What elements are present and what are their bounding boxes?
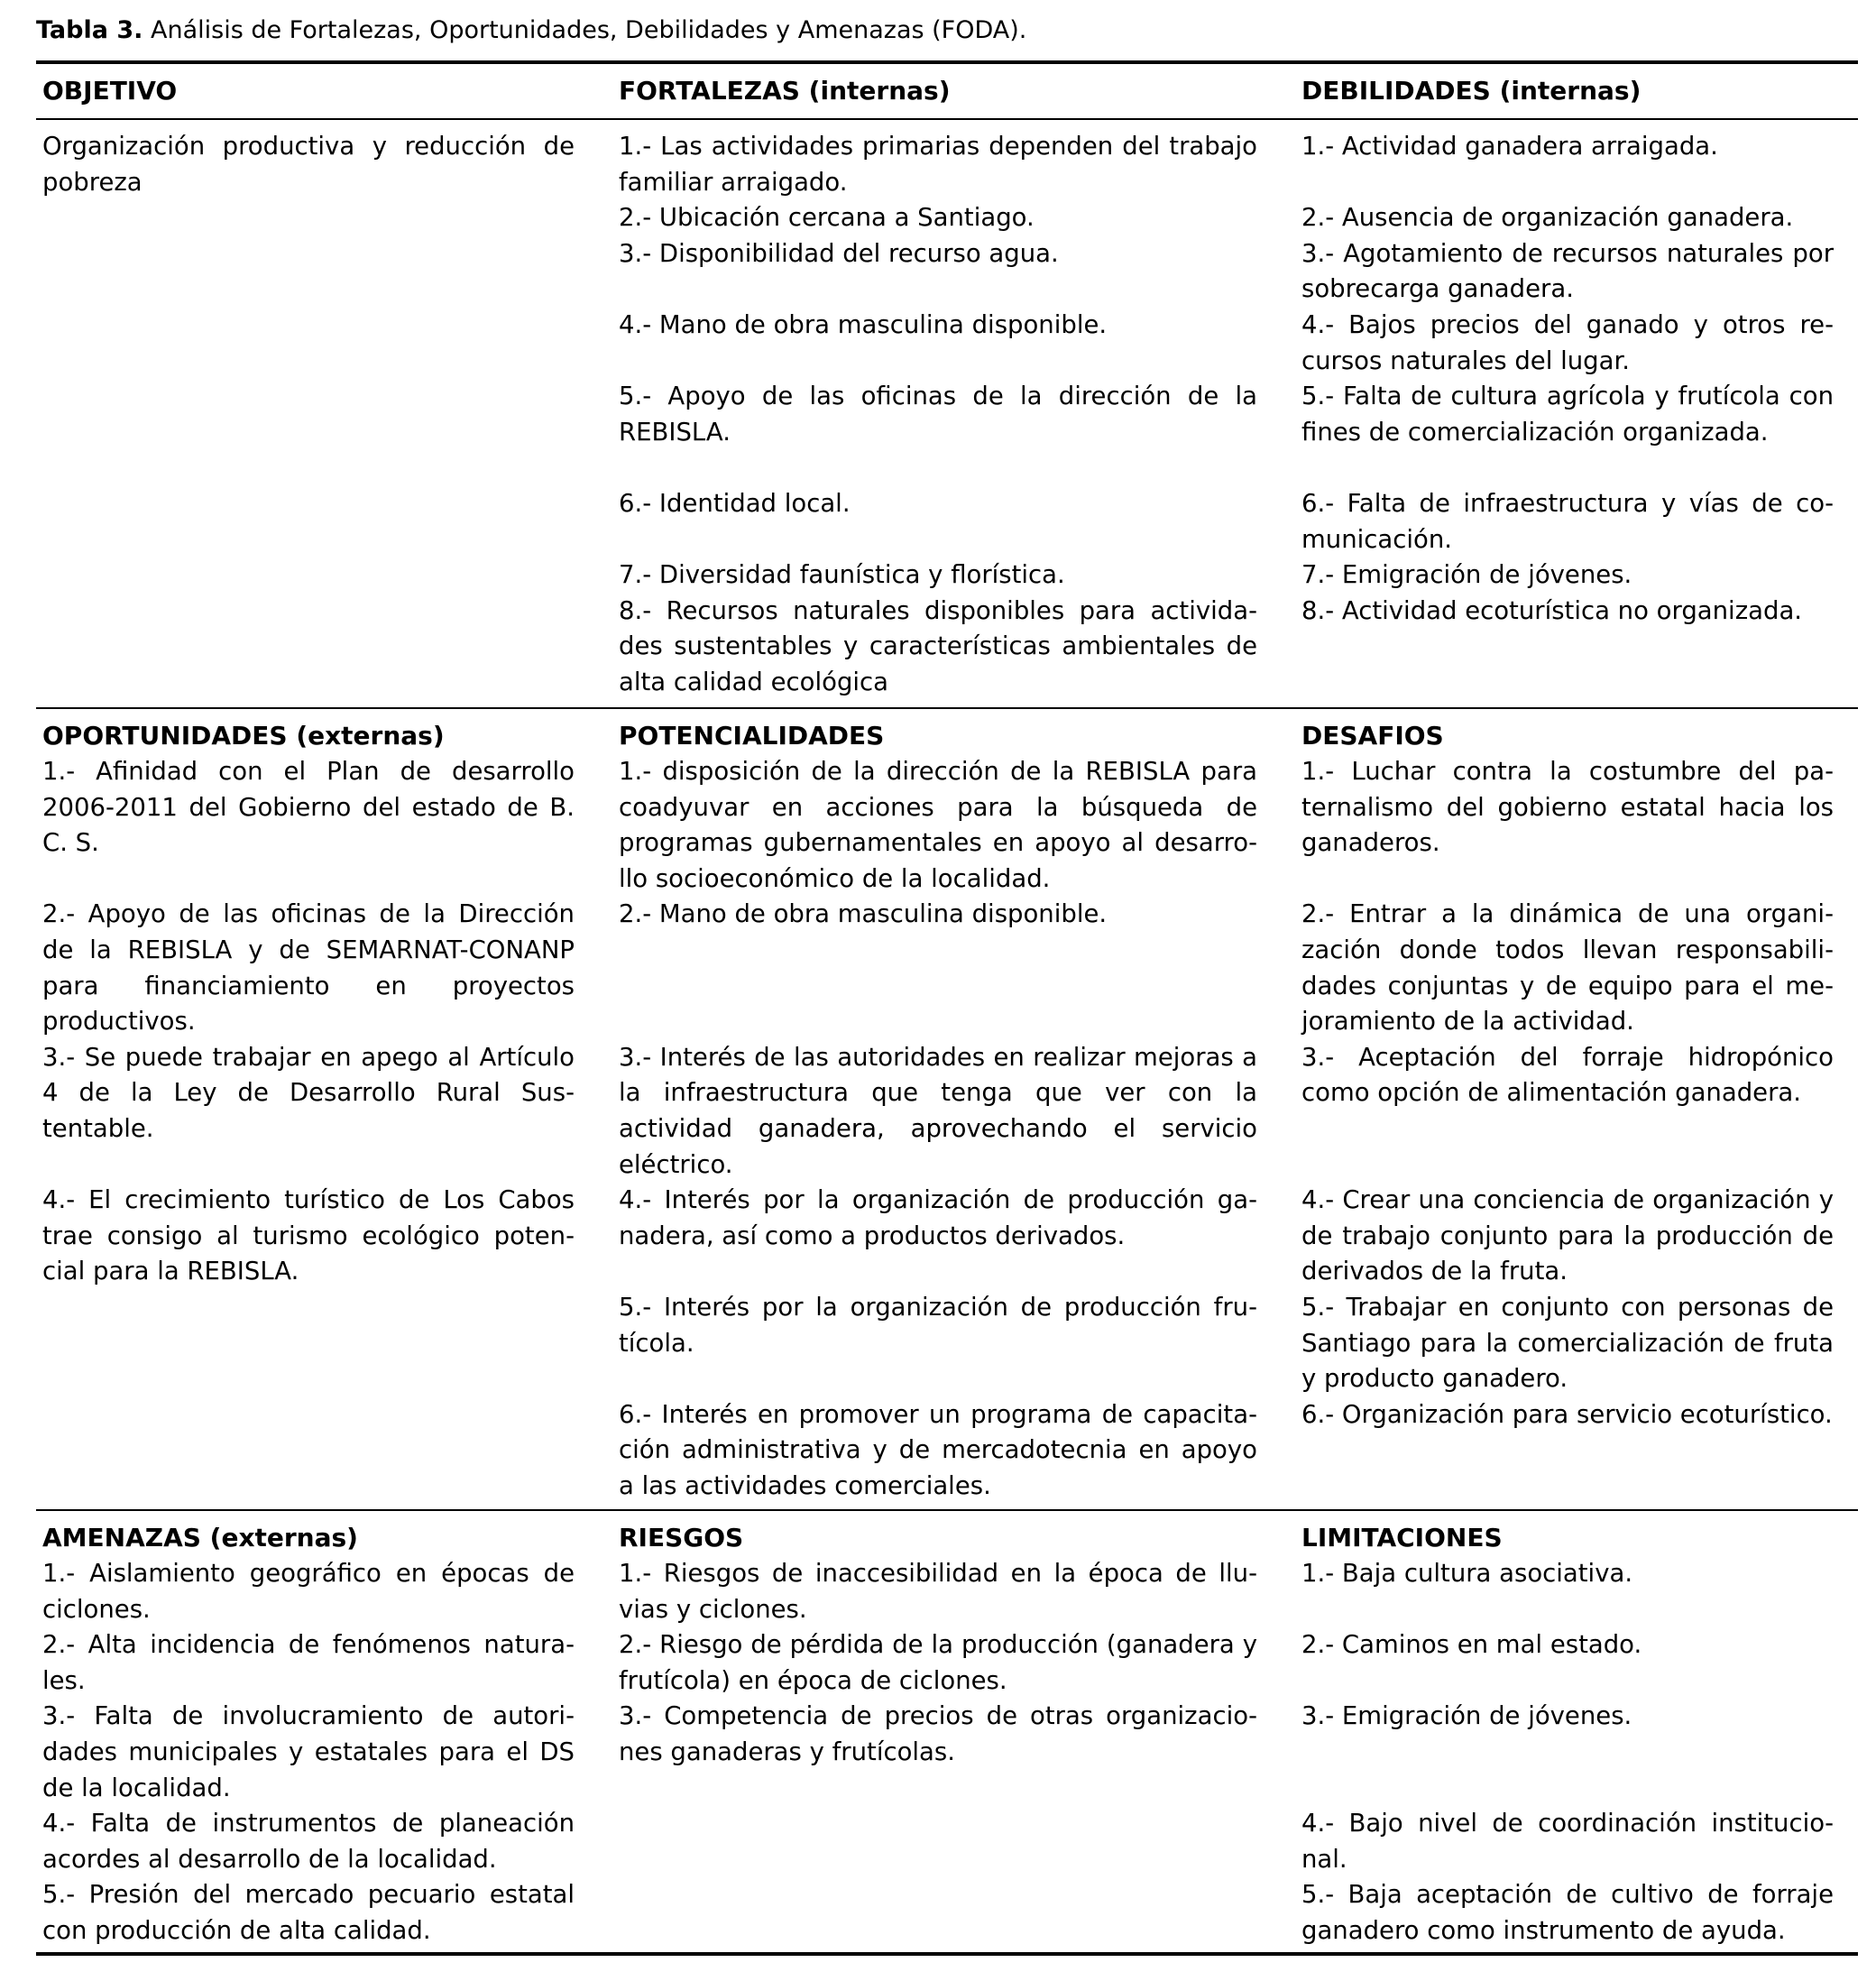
list-item: 5.- Falta de cultura agrícola y frutícola con fines de comercialización organizada.: [1301, 382, 1834, 447]
list-item: 5.- Presión del mercado pecuario estatal con producción de alta calidad.: [42, 1880, 575, 1945]
list-item: 2.- Mano de obra masculina disponible.: [619, 899, 1108, 929]
list-item: 7.- Emigración de jóvenes.: [1301, 560, 1632, 590]
list-item: 6.- Organización para servicio ecoturístico.: [1301, 1399, 1833, 1429]
list-item: 2.- Riesgo de pérdida de la producción (ganadera y frutícola) en época de ciclones.: [619, 1630, 1257, 1695]
list-item: 1.- Luchar contra la costumbre del paternalismo del gobierno estatal hacia los ganaderos.: [1301, 757, 1834, 858]
list-item: 2.- Alta incidencia de fenómenos naturales.: [42, 1630, 575, 1695]
table-title: Análisis de Fortalezas, Oportunidades, Debilidades y Amenazas (FODA).: [151, 16, 1027, 44]
section-divider-1: [36, 707, 1858, 709]
header-rule: [36, 118, 1858, 120]
riesgos-title: RIESGOS: [619, 1523, 744, 1553]
list-item: 4.- El crecimiento turístico de Los Cabos trae consigo al turismo ecológico potencial para la REBISLA.: [42, 1185, 575, 1286]
potencialidades-title: POTENCIALIDADES: [619, 721, 885, 751]
list-item: 6.- Interés en promover un programa de capacitación administrativa y de mercadotecnia en apoyo a las actividades comerciales.: [619, 1399, 1257, 1500]
list-item: 2.- Entrar a la dinámica de una organización donde todos llevan responsabilidades conjuntas y de equipo para el mejoramiento de la actividad.: [1301, 899, 1834, 1037]
list-item: 4.- Crear una conciencia de organización y de trabajo conjunto para la producción de derivados de la fruta.: [1301, 1185, 1834, 1286]
list-item: 5.- Baja aceptación de cultivo de forraje ganadero como instrumento de ayuda.: [1301, 1880, 1834, 1945]
section-divider-2: [36, 1509, 1858, 1511]
bottom-rule: [36, 1952, 1858, 1956]
desafios-title: DESAFIOS: [1301, 721, 1444, 751]
table-label: Tabla 3.: [36, 16, 143, 44]
list-item: 3.- Falta de involucramiento de autoridades municipales y estatales para el DS de la localidad.: [42, 1701, 575, 1802]
list-item: 1.- Aislamiento geográfico en épocas de ciclones.: [42, 1559, 575, 1624]
list-item: 6.- Identidad local.: [619, 489, 851, 518]
oportunidades-title: OPORTUNIDADES (externas): [42, 721, 445, 751]
list-item: 3.- Agotamiento de recursos naturales por sobrecarga ganadera.: [1301, 238, 1834, 304]
list-item: 2.- Ausencia de organización ganadera.: [1301, 203, 1794, 233]
objetivo-text: Organización productiva y reducción de pobreza: [42, 132, 575, 197]
list-item: 3.- Emigración de jóvenes.: [1301, 1701, 1632, 1731]
list-item: 2.- Ubicación cercana a Santiago.: [619, 203, 1035, 233]
list-item: 1.- Riesgos de inaccesibilidad en la época de lluvias y ciclones.: [619, 1559, 1257, 1624]
list-item: 2.- Apoyo de las oficinas de la Dirección de la REBISLA y de SEMARNAT-CONANP para financiamiento en proyectos productivos.: [42, 899, 575, 1037]
list-item: 1.- disposición de la dirección de la REBISLA para coadyuvar en acciones para la búsqueda de programas gubernamentales en apoyo al desarrollo socioeconómico de la localidad.: [619, 757, 1257, 893]
list-item: 4.- Interés por la organización de producción ganadera, así como a productos derivados.: [619, 1185, 1257, 1250]
list-item: 4.- Bajo nivel de coordinación institucional.: [1301, 1809, 1834, 1874]
list-item: 4.- Mano de obra masculina disponible.: [619, 310, 1108, 339]
list-item: 5.- Trabajar en conjunto con personas de Santiago para la comercialización de fruta y producto ganadero.: [1301, 1293, 1834, 1394]
list-item: 8.- Actividad ecoturística no organizada.: [1301, 595, 1803, 625]
list-item: 3.- Disponibilidad del recurso agua.: [619, 238, 1059, 268]
list-item: 3.- Competencia de precios de otras organizaciones ganaderas y frutícolas.: [619, 1701, 1257, 1766]
limitaciones-title: LIMITACIONES: [1301, 1523, 1503, 1553]
list-item: 3.- Se puede trabajar en apego al Artículo 4 de la Ley de Desarrollo Rural Sustentable.: [42, 1042, 575, 1143]
list-item: 1.- Afinidad con el Plan de desarrollo 2006-2011 del Gobierno del estado de B. C. S.: [42, 757, 575, 858]
top-rule: [36, 60, 1858, 64]
list-item: 4.- Falta de instrumentos de planeación acordes al desarrollo de la localidad.: [42, 1809, 575, 1874]
header-objetivo: OBJETIVO: [42, 76, 178, 106]
table-caption: [36, 13, 1026, 49]
header-debilidades: DEBILIDADES (internas): [1301, 76, 1642, 106]
list-item: 2.- Caminos en mal estado.: [1301, 1630, 1642, 1660]
list-item: 1.- Actividad ganadera arraigada.: [1301, 132, 1718, 161]
amenazas-title: AMENAZAS (externas): [42, 1523, 358, 1553]
header-fortalezas: FORTALEZAS (internas): [619, 76, 951, 106]
list-item: 6.- Falta de infraestructura y vías de comunicación.: [1301, 489, 1834, 554]
list-item: 5.- Apoyo de las oficinas de la dirección de la REBISLA.: [619, 382, 1257, 447]
list-item: 3.- Aceptación del forraje hidropónico como opción de alimentación ganadera.: [1301, 1042, 1834, 1108]
list-item: 1.- Baja cultura asociativa.: [1301, 1559, 1633, 1588]
list-item: 4.- Bajos precios del ganado y otros recursos naturales del lugar.: [1301, 310, 1834, 375]
list-item: 7.- Diversidad faunística y florística.: [619, 560, 1065, 590]
list-item: 8.- Recursos naturales disponibles para actividades sustentables y características ambientales de alta calidad ecológica: [619, 595, 1257, 696]
list-item: 5.- Interés por la organización de producción frutícola.: [619, 1293, 1257, 1358]
list-item: 1.- Las actividades primarias dependen del trabajo familiar arraigado.: [619, 132, 1257, 197]
list-item: 3.- Interés de las autoridades en realizar mejoras a la infraestructura que tenga que ver con la actividad ganadera, aprovechando el servicio eléctrico.: [619, 1042, 1257, 1179]
